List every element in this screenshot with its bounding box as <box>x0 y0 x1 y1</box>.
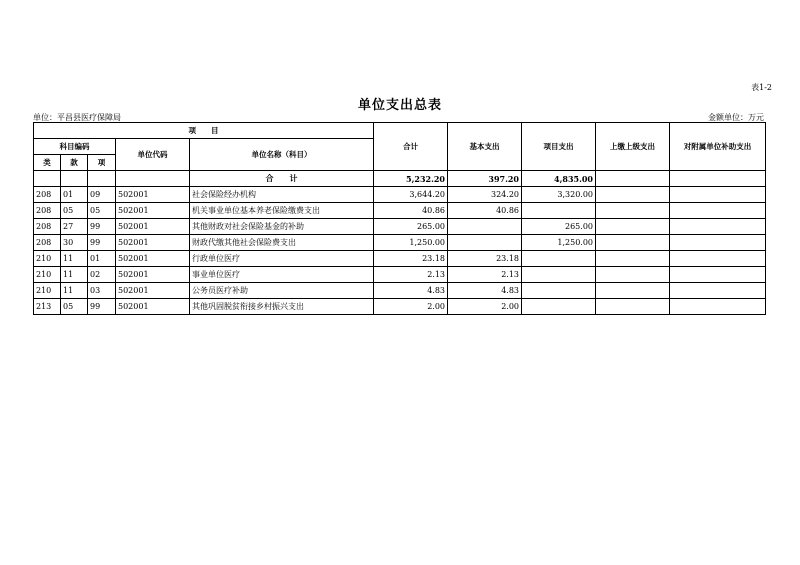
cell-lei: 208 <box>34 235 61 251</box>
cell-unit-name: 财政代缴其他社会保险费支出 <box>190 235 374 251</box>
cell-unit-name: 行政单位医疗 <box>190 251 374 267</box>
total-subsidy <box>670 171 766 187</box>
cell-lei: 208 <box>34 203 61 219</box>
cell-subsidy <box>670 251 766 267</box>
cell-xiang: 03 <box>88 283 116 299</box>
cell-unit-name: 机关事业单位基本养老保险缴费支出 <box>190 203 374 219</box>
cell-upper <box>596 267 670 283</box>
cell-project <box>522 283 596 299</box>
cell-subsidy <box>670 283 766 299</box>
table-row <box>34 283 766 299</box>
cell-basic: 40.86 <box>448 203 522 219</box>
cell-subsidy <box>670 299 766 315</box>
cell-upper <box>596 203 670 219</box>
cell-upper <box>596 299 670 315</box>
cell-project <box>522 267 596 283</box>
cell-project: 3,320.00 <box>522 187 596 203</box>
header-subject-code: 科目编码 <box>34 139 116 155</box>
cell-unit-code: 502001 <box>116 235 190 251</box>
total-upper <box>596 171 670 187</box>
expenditure-table <box>33 122 766 315</box>
table-row <box>34 251 766 267</box>
cell-kuan: 05 <box>61 203 88 219</box>
cell-project <box>522 299 596 315</box>
table-row <box>34 267 766 283</box>
page-title: 单位支出总表 <box>357 98 442 113</box>
table-row <box>34 203 766 219</box>
cell-unit-code: 502001 <box>116 187 190 203</box>
cell-total: 4.83 <box>374 283 448 299</box>
cell-upper <box>596 219 670 235</box>
cell-lei: 210 <box>34 267 61 283</box>
cell-unit-code: 502001 <box>116 267 190 283</box>
cell-unit-name: 其他巩固脱贫衔接乡村振兴支出 <box>190 299 374 315</box>
total-row <box>34 171 766 187</box>
cell-project <box>522 251 596 267</box>
cell-unit-code: 502001 <box>116 219 190 235</box>
cell-lei: 213 <box>34 299 61 315</box>
unit-label: 单位：平昌县医疗保障局 <box>33 113 121 122</box>
cell-xiang: 01 <box>88 251 116 267</box>
cell-subsidy <box>670 267 766 283</box>
cell-xiang: 99 <box>88 299 116 315</box>
cell-upper <box>596 235 670 251</box>
cell-unit-code: 502001 <box>116 203 190 219</box>
cell-basic: 2.13 <box>448 267 522 283</box>
header-upper: 上缴上级支出 <box>596 123 670 171</box>
header-project: 项 目 <box>34 123 374 139</box>
cell-project: 1,250.00 <box>522 235 596 251</box>
cell-unit-code: 502001 <box>116 251 190 267</box>
cell-basic: 4.83 <box>448 283 522 299</box>
cell-upper <box>596 283 670 299</box>
cell-total: 2.13 <box>374 267 448 283</box>
cell-kuan: 27 <box>61 219 88 235</box>
header-unit-name: 单位名称（科目） <box>190 139 374 171</box>
header-basic: 基本支出 <box>448 123 522 171</box>
header-subsidy: 对附属单位补助支出 <box>670 123 766 171</box>
cell-upper <box>596 187 670 203</box>
table-row <box>34 299 766 315</box>
cell-unit-name: 事业单位医疗 <box>190 267 374 283</box>
table-row <box>34 219 766 235</box>
header-total: 合计 <box>374 123 448 171</box>
cell-project: 265.00 <box>522 219 596 235</box>
cell-total: 265.00 <box>374 219 448 235</box>
cell-kuan: 11 <box>61 283 88 299</box>
cell-project <box>522 203 596 219</box>
cell-lei: 208 <box>34 219 61 235</box>
cell-kuan: 05 <box>61 299 88 315</box>
cell-xiang: 09 <box>88 187 116 203</box>
cell-lei: 208 <box>34 187 61 203</box>
cell-unit-name: 其他财政对社会保险基金的补助 <box>190 219 374 235</box>
cell-unit-code: 502001 <box>116 299 190 315</box>
total-project: 4,835.00 <box>522 171 596 187</box>
cell-total: 1,250.00 <box>374 235 448 251</box>
header-xiang: 项 <box>88 155 116 171</box>
cell-xiang: 99 <box>88 219 116 235</box>
cell-kuan: 30 <box>61 235 88 251</box>
cell-basic: 23.18 <box>448 251 522 267</box>
cell-subsidy <box>670 187 766 203</box>
cell-subsidy <box>670 203 766 219</box>
cell-basic: 324.20 <box>448 187 522 203</box>
cell-kuan: 11 <box>61 267 88 283</box>
header-kuan: 款 <box>61 155 88 171</box>
table-row <box>34 187 766 203</box>
cell-subsidy <box>670 235 766 251</box>
cell-upper <box>596 251 670 267</box>
cell-subsidy <box>670 219 766 235</box>
header-lei: 类 <box>34 155 61 171</box>
cell-basic <box>448 235 522 251</box>
header-unit-code: 单位代码 <box>116 139 190 171</box>
sheet-number: 表1-2 <box>751 83 772 92</box>
cell-xiang: 99 <box>88 235 116 251</box>
cell-kuan: 11 <box>61 251 88 267</box>
total-amount: 5,232.20 <box>374 171 448 187</box>
total-basic: 397.20 <box>448 171 522 187</box>
cell-total: 3,644.20 <box>374 187 448 203</box>
cell-xiang: 05 <box>88 203 116 219</box>
cell-kuan: 01 <box>61 187 88 203</box>
total-label: 合 计 <box>190 171 374 187</box>
table-row <box>34 235 766 251</box>
cell-basic: 2.00 <box>448 299 522 315</box>
cell-total: 2.00 <box>374 299 448 315</box>
amount-unit-label: 金额单位：万元 <box>708 113 764 122</box>
cell-xiang: 02 <box>88 267 116 283</box>
header-project-expenditure: 项目支出 <box>522 123 596 171</box>
cell-lei: 210 <box>34 283 61 299</box>
cell-total: 40.86 <box>374 203 448 219</box>
cell-unit-name: 社会保险经办机构 <box>190 187 374 203</box>
cell-total: 23.18 <box>374 251 448 267</box>
cell-lei: 210 <box>34 251 61 267</box>
cell-unit-name: 公务员医疗补助 <box>190 283 374 299</box>
cell-unit-code: 502001 <box>116 283 190 299</box>
cell-basic <box>448 219 522 235</box>
